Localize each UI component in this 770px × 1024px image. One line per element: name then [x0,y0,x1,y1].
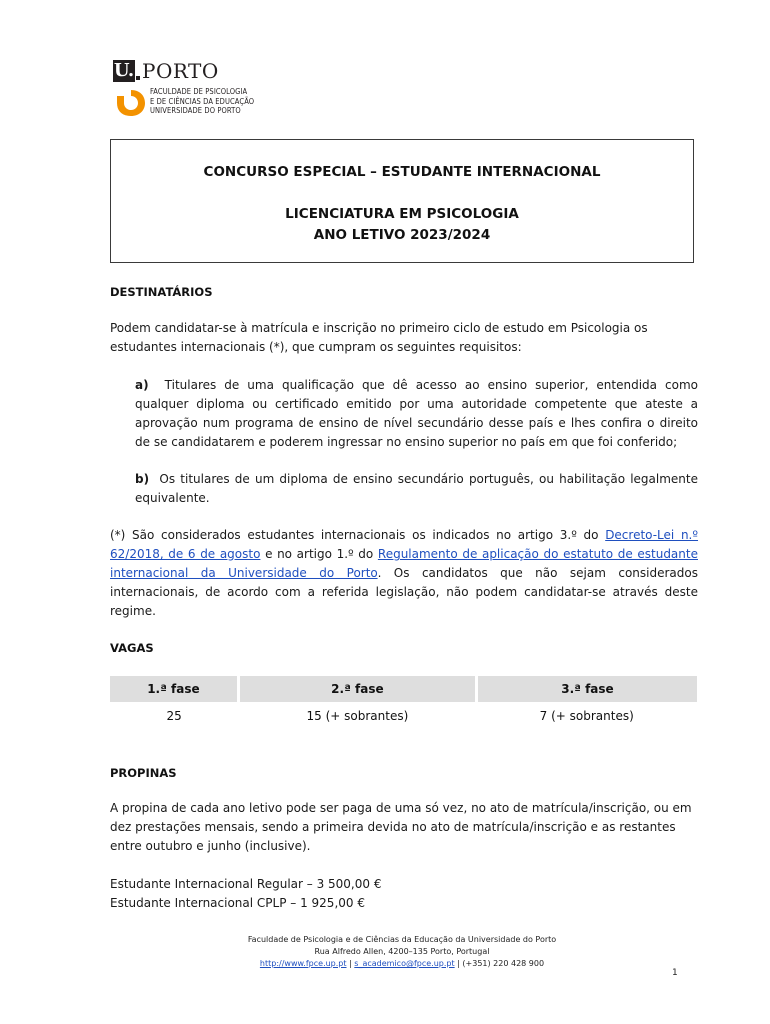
vagas-header-phase-2: 2.ª fase [238,676,476,702]
note-text-1: (*) São considerados estudantes internacionais os indicados no artigo 3.º do [110,528,606,542]
footer-address: Rua Alfredo Allen, 4200–135 Porto, Portugal [314,947,490,956]
requirement-a [135,376,698,452]
logo-line-2: E DE CIÊNCIAS DA EDUCAÇÃO [150,96,255,106]
requirement-a-text: Titulares de uma qualificação que dê acesso ao ensino superior, entendida como qualquer diploma ou certificado emitido por uma autoridade competente que ateste a aprovação num programa de ensino de nível secundário desse país e lhes confira o direito de se candidatarem e poderem ingressar no ensino superior no país em que foi conferido; [135,378,698,449]
vagas-values-row [110,702,697,729]
note-text-2: e no artigo 1.º do [260,547,378,561]
footer-website-link[interactable]: http://www.fpce.up.pt [259,959,347,968]
vagas-header-phase-3: 3.ª fase [476,676,697,702]
logo-u-block: U. [113,60,135,81]
footer-faculty: Faculdade de Psicologia e de Ciências da Educação da Universidade do Porto [247,935,557,944]
fee-cplp: Estudante Internacional CPLP – 1 925,00 € [110,896,365,910]
title-year: ANO LETIVO 2023/2024 [313,227,491,243]
logo-faculty-lines [150,87,254,116]
university-logo [113,58,288,120]
heading-vagas: VAGAS [110,641,154,655]
title-box [110,139,694,263]
note-text-3: . Os candidatos que não sejam considerados internacionais, de acordo com a referida legislação, não podem candidatar-se através deste regime. [110,566,698,618]
vagas-header-row [110,676,697,702]
vagas-table [110,676,697,729]
fee-regular: Estudante Internacional Regular – 3 500,00 € [110,877,382,891]
propinas-text: A propina de cada ano letivo pode ser paga de uma só vez, no ato de matrícula/inscrição, ou em dez prestações mensais, sendo a primeira devida no ato de matrícula/inscrição e as restantes entre outubro e junho (inclusive). [110,801,692,853]
title-contest: CONCURSO ESPECIAL – ESTUDANTE INTERNACIONAL [203,164,601,180]
logo-line-3: UNIVERSIDADE DO PORTO [150,106,241,115]
requirement-b-label: b) [135,472,150,486]
title-degree: LICENCIATURA EM PSICOLOGIA [285,206,519,222]
footer-contacts [110,958,694,970]
requirement-a-label: a) [135,378,149,392]
logo-circle-icon [115,88,147,118]
destinatarios-intro: Podem candidatar-se à matrícula e inscrição no primeiro ciclo de estudo em Psicologia os estudantes internacionais (*), que cumpram os seguintes requisitos: [110,321,648,354]
page-number: 1 [672,968,678,978]
heading-propinas: PROPINAS [110,766,177,780]
vagas-value-phase-2: 15 (+ sobrantes) [306,708,409,723]
vagas-value-phase-1: 25 [166,708,182,723]
requirement-b [135,470,698,508]
logo-porto-text: PORTO [142,59,219,83]
footer-separator: | [346,959,355,968]
decree-law-link[interactable]: Decreto-Lei n.º 62/2018, de 6 de agosto [110,528,699,561]
logo-dot [136,76,140,80]
requirement-b-text: Os titulares de um diploma de ensino secundário português, ou habilitação legalmente equivalente. [135,472,698,505]
footer-phone: | (+351) 220 428 900 [454,959,545,968]
logo-line-1: FACULDADE DE PSICOLOGIA [150,87,248,96]
regulation-link[interactable]: Regulamento de aplicação do estatuto de estudante internacional da Universidade do Porto [110,547,698,580]
international-student-note [110,526,698,621]
footer-email-link[interactable]: s_academico@fpce.up.pt [354,959,455,968]
footer [110,934,694,970]
vagas-value-phase-3: 7 (+ sobrantes) [539,708,634,723]
vagas-header-phase-1: 1.ª fase [110,676,238,702]
heading-destinatarios: DESTINATÁRIOS [110,285,213,299]
